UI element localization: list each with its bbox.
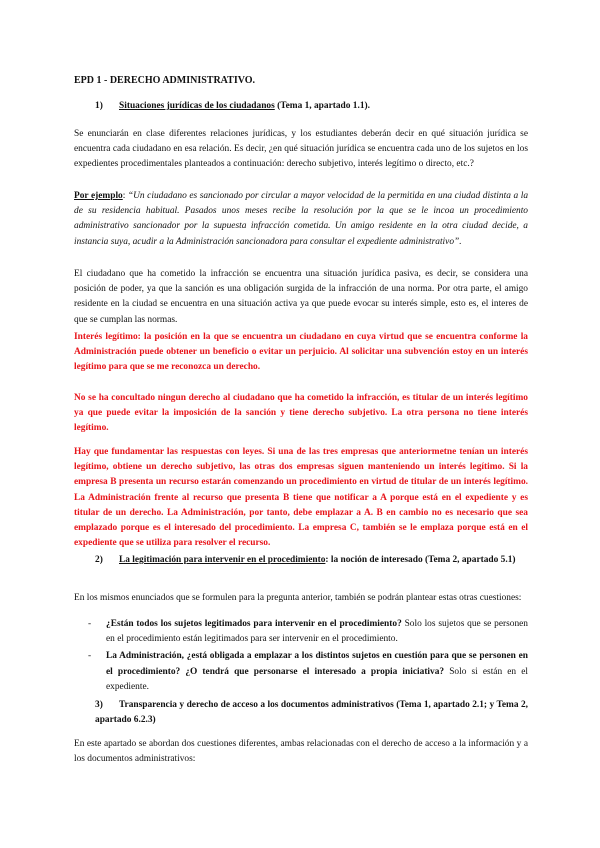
red-note-infraccion: No se ha concultado ningun derecho al ciudadano que ha cometido la infracción, es titular de un interés legítimo ya que puede evitar la imposición de la sanción y tiene derecho subjetivo. La otra persona no tiene interés legítimo.	[74, 393, 528, 434]
section-1-title: Situaciones jurídicas de los ciudadanos	[119, 101, 275, 111]
list-item	[88, 649, 528, 695]
example-paragraph	[74, 189, 528, 250]
answer-text: Solo los sujetos que se personen en el procedimiento están legitimados para ser intervenir en el procedimiento.	[106, 619, 528, 645]
section-2-heading	[95, 553, 528, 568]
section-2-rest: : la noción de interesado (Tema 2, apartado 5.1)	[325, 555, 516, 565]
section-3-title: Transparencia y derecho de acceso a los documentos administrativos (Tema 1, apartado 2.1; y Tema 2, apartado 6.2.3)	[95, 700, 528, 726]
section-3-heading	[95, 698, 528, 728]
section-1-ref: (Tema 1, apartado 1.1).	[274, 101, 370, 111]
question-text: ¿Están todos los sujetos legitimados para intervenir en el procedimiento?	[106, 619, 402, 629]
red-note-interes-legitimo: Interés legítimo: la posición en la que se encuentra un ciudadano en cuya virtud que se encuentra conforme la Administración puede obtener un beneficio o evitar un perjuicio. Al solicitar una subvención estoy en un interés legítimo para que se me reconozca un derecho.	[74, 332, 528, 373]
bullet-dash: -	[88, 651, 92, 662]
answer-paragraph: El ciudadano que ha cometido la infracción se encuentra una situación jurídica pasiva, es decir, se considera una posición de poder, ya que la sanción es una obligación surgida de la infracción de una norma. Por otra parte, el amigo residente en la ciudad se encuentra en una situación activa ya que puede evocar su interés simple, esto es, el interes de que se cumplan las normas.	[74, 269, 528, 325]
questions-intro-paragraph: En los mismos enunciados que se formulen para la pregunta anterior, también se podrán plantear estas otras cuestiones:	[74, 593, 522, 603]
questions-list	[88, 617, 528, 697]
example-label: Por ejemplo	[74, 191, 123, 201]
red-note-fundamentar: Hay que fundamentar las respuestas con leyes. Si una de las tres empresas que anteriormetne tenían un interés legítimo, obtiene un derecho subjetivo, las otras dos empresas siguen manteniendo un interés legítimo. Si la empresa B presenta un recurso estarán comenzando un procedimiento en virtud de titular de un interés legítimo. La Administración frente al recurso que presenta B tiene que notificar a A porque está en el expediente y es titular de un derecho. La Administración, por tanto, debe emplazar a A. B en cambio no es necesario que sea emplazado porque es el interesado del procedimiento. La empresa C, también se le emplaza porque está en el expediente que se utiliza para resolver el recurso.	[74, 447, 528, 549]
list-item	[88, 617, 528, 647]
section-1-heading	[95, 99, 528, 114]
intro-paragraph: Se enunciarán en clase diferentes relaciones jurídicas, y los estudiantes deberán decir en qué situación jurídica se encuentra cada ciudadano en esa relación. Es decir, ¿en qué situación jurídica se encuentra cada uno de los sujetos en los expedientes procedimentales planteados a continuación: derecho subjetivo, interés legítimo o directo, etc.?	[74, 129, 528, 170]
bullet-dash: -	[88, 619, 92, 629]
question-text: La Administración, ¿está obligada a emplazar a los distintos sujetos en cuestión para que se personen en el procedimiento? ¿O tendrá que personarse el interesado a propia iniciativa?	[106, 651, 528, 677]
section-3-paragraph: En este apartado se abordan dos cuestiones diferentes, ambas relacionadas con el derecho de acceso a la información y a los documentos administrativos:	[74, 739, 528, 765]
section-3-number: 3)	[95, 700, 103, 710]
example-colon: :	[122, 191, 128, 201]
section-2-number: 2)	[95, 555, 103, 565]
example-text: “Un ciudadano es sancionado por circular a mayor velocidad de la permitida en una ciudad distinta a la de su residencia habitual. Pasados unos meses recibe la resolución por la que se le incoa un procedimiento administrativo sancionador por la supuesta infracción cometida. Un amigo residente en la otra ciudad decide, a instancia suya, acudir a la Administración sancionadora para consultar el expediente administrativo”.	[74, 191, 529, 247]
section-1-number: 1)	[95, 101, 103, 111]
document-title: EPD 1 - DERECHO ADMINISTRATIVO.	[74, 75, 256, 86]
section-2-title: La legitimación para intervenir en el procedimiento	[119, 555, 326, 565]
answer-text: Solo si están en el expediente.	[106, 666, 529, 692]
